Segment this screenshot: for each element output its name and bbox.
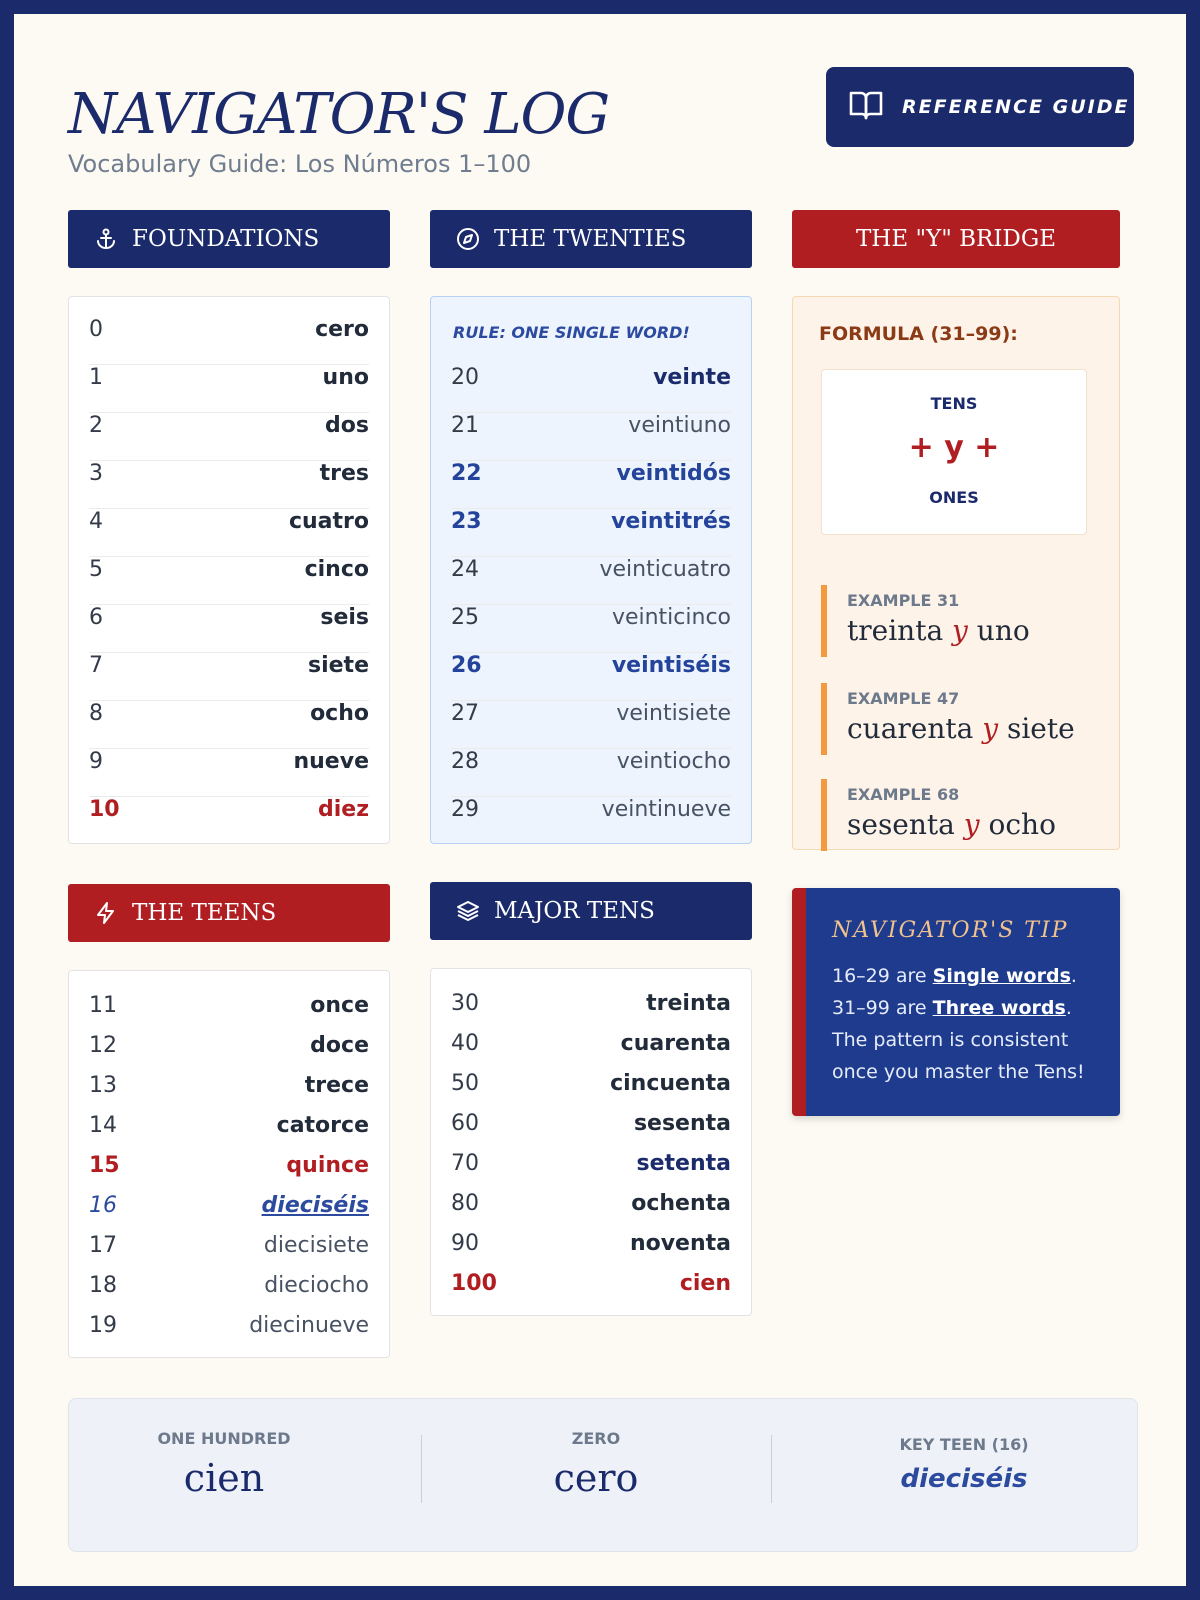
twenties-title: THE TWENTIES [494, 226, 687, 252]
table-row: 21 veintiuno [451, 413, 731, 461]
major-tens-header [430, 882, 752, 940]
table-row: 10 diez [89, 797, 369, 822]
table-row: 3 tres [89, 461, 369, 509]
footer-item-zero: ZERO cero [553, 1429, 639, 1500]
teens-title: THE TEENS [132, 900, 277, 926]
table-row: 23 veintitrés [451, 509, 731, 557]
table-row: 40 cuarenta [451, 1031, 731, 1056]
formula-box [821, 369, 1087, 535]
table-row: 90 noventa [451, 1231, 731, 1256]
anchor-icon [94, 227, 118, 251]
summary-footer [68, 1398, 1138, 1552]
table-row: 15 quince [89, 1153, 369, 1178]
table-row: 70 setenta [451, 1151, 731, 1176]
example-label: EXAMPLE 31 [847, 591, 960, 610]
page [14, 14, 1186, 1586]
table-row: 30 treinta [451, 991, 731, 1016]
table-row: 16 dieciséis [89, 1193, 369, 1218]
lightning-icon [94, 901, 118, 925]
table-row: 9 nueve [89, 749, 369, 797]
table-row: 25 veinticinco [451, 605, 731, 653]
foundations-card [68, 296, 390, 844]
table-row: 1 uno [89, 365, 369, 413]
table-row: 100 cien [451, 1271, 731, 1296]
twenties-rule: RULE: ONE SINGLE WORD! [453, 323, 690, 342]
example-label: EXAMPLE 68 [847, 785, 960, 804]
footer-item-key-teen: KEY TEEN (16) dieciséis [899, 1435, 1029, 1494]
table-row: 19 diecinueve [89, 1313, 369, 1338]
reference-guide-label: REFERENCE GUIDE [902, 96, 1130, 118]
ybridge-card [792, 296, 1120, 850]
footer-divider [421, 1435, 422, 1503]
major-tens-title: MAJOR TENS [494, 898, 655, 924]
example-label: EXAMPLE 47 [847, 689, 960, 708]
tip-body: 16–29 are Single words. 31–99 are Three words. The pattern is consistent once you master the Tens! [832, 965, 1085, 1083]
table-row: 5 cinco [89, 557, 369, 605]
example-value: cuarenta y siete [847, 712, 1075, 745]
table-row: 6 seis [89, 605, 369, 653]
twenties-header [430, 210, 752, 268]
footer-item-one-hundred: ONE HUNDRED cien [157, 1429, 291, 1500]
table-row: 4 cuatro [89, 509, 369, 557]
table-row: 12 doce [89, 1033, 369, 1058]
table-row: 27 veintisiete [451, 701, 731, 749]
tip-title: NAVIGATOR'S TIP [832, 918, 1069, 943]
foundations-title: FOUNDATIONS [132, 226, 320, 252]
formula-ones: ONES [929, 488, 979, 507]
table-row: 7 siete [89, 653, 369, 701]
table-row: 8 ocho [89, 701, 369, 749]
example-68 [821, 779, 1101, 851]
foundations-header [68, 210, 390, 268]
table-row: 11 once [89, 993, 369, 1018]
table-row: 2 dos [89, 413, 369, 461]
layers-icon [456, 899, 480, 923]
table-row: 14 catorce [89, 1113, 369, 1138]
table-row: 80 ochenta [451, 1191, 731, 1216]
formula-tens: TENS [930, 394, 978, 413]
table-row: 17 diecisiete [89, 1233, 369, 1258]
ybridge-header [792, 210, 1120, 268]
table-row: 18 dieciocho [89, 1273, 369, 1298]
twenties-card [430, 296, 752, 844]
teens-card [68, 970, 390, 1358]
example-value: sesenta y ocho [847, 808, 1056, 841]
major-tens-card [430, 968, 752, 1316]
teens-header [68, 884, 390, 942]
ybridge-title: THE "Y" BRIDGE [855, 226, 1057, 252]
table-row: 28 veintiocho [451, 749, 731, 797]
table-row: 29 veintinueve [451, 797, 731, 822]
footer-divider [771, 1435, 772, 1503]
table-row: 60 sesenta [451, 1111, 731, 1136]
compass-icon [456, 227, 480, 251]
table-row: 22 veintidós [451, 461, 731, 509]
table-row: 0 cero [89, 317, 369, 365]
formula-label: FORMULA (31–99): [819, 323, 1018, 345]
table-row: 50 cincuenta [451, 1071, 731, 1096]
page-subtitle: Vocabulary Guide: Los Números 1–100 [68, 150, 532, 178]
formula-y: + y + [908, 430, 1000, 465]
example-31 [821, 585, 1101, 657]
table-row: 26 veintiséis [451, 653, 731, 701]
example-47 [821, 683, 1101, 755]
table-row: 24 veinticuatro [451, 557, 731, 605]
reference-guide-button[interactable] [826, 67, 1134, 147]
table-row: 13 trece [89, 1073, 369, 1098]
book-open-icon [848, 88, 884, 126]
navigator-tip [792, 888, 1120, 1116]
example-value: treinta y uno [847, 614, 1030, 647]
page-title: NAVIGATOR'S LOG [68, 82, 610, 147]
table-row: 20 veinte [451, 365, 731, 413]
